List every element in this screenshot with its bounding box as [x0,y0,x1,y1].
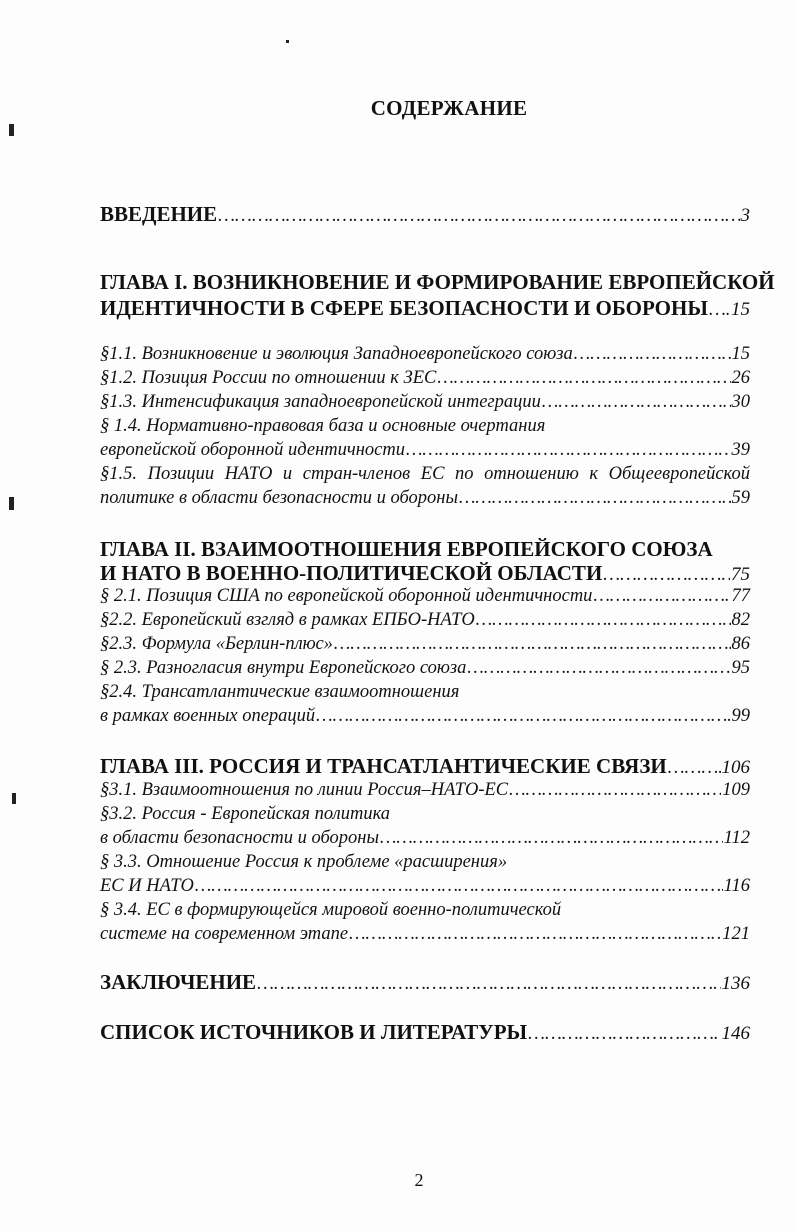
toc-entry-sources[interactable] [100,1020,750,1045]
dot-leader [257,973,720,995]
chapter-1-title-line2[interactable] [100,296,750,321]
toc-section-1-2[interactable] [100,368,750,389]
toc-section-2-2[interactable] [100,610,750,631]
scan-mark [9,497,14,510]
dot-leader [406,440,731,461]
toc-entry-label: И НАТО В ВОЕННО-ПОЛИТИЧЕСКОЙ ОБЛАСТИ [100,561,603,585]
toc-entry-page: 136 [721,973,750,994]
toc-section-label: §1.3. Интенсификация западноевропейской интеграции [100,392,541,412]
toc-section-label: ЕС И НАТО [100,876,194,896]
dot-leader [709,299,730,321]
toc-section-label: §2.3. Формула «Берлин-плюс» [100,634,333,654]
toc-section-page: 39 [731,440,750,460]
dot-leader [528,1023,720,1045]
toc-entry-page: 75 [731,564,750,585]
toc-section-2-3b[interactable] [100,658,750,679]
toc-section-3-1[interactable] [100,780,750,801]
dot-leader [574,344,731,365]
chapter-1-title-line1[interactable]: ГЛАВА I. ВОЗНИКНОВЕНИЕ И ФОРМИРОВАНИЕ ЕВРОПЕЙСКОЙ [100,270,775,294]
toc-entry-label: ВВЕДЕНИЕ [100,202,218,226]
toc-section-label: §3.1. Взаимоотношения по линии Россия–НАТО-ЕС [100,780,509,800]
dot-leader [316,706,730,727]
toc-title: СОДЕРЖАНИЕ [370,96,528,120]
dot-leader [542,392,731,413]
toc-section-1-3[interactable] [100,392,750,413]
toc-section-3-2-line1[interactable]: §3.2. Россия - Европейская политика [100,804,391,824]
dot-leader [593,586,730,607]
toc-entry-label: ЗАКЛЮЧЕНИЕ [100,970,257,994]
toc-section-page: 121 [722,924,750,944]
scan-mark [12,793,16,804]
dot-leader [380,828,723,849]
scan-mark [286,40,289,43]
toc-section-3-4-line2[interactable] [100,924,750,945]
toc-section-3-2-line2[interactable] [100,828,750,849]
toc-section-page: 109 [722,780,750,800]
toc-section-page: 59 [731,488,750,508]
toc-section-1-4-line2[interactable] [100,440,750,461]
toc-section-page: 86 [731,634,750,654]
dot-leader [349,924,721,945]
toc-entry-label: СПИСОК ИСТОЧНИКОВ И ЛИТЕРАТУРЫ [100,1020,528,1044]
dot-leader [509,780,721,801]
toc-section-2-1[interactable] [100,586,750,607]
toc-section-page: 15 [731,344,750,364]
toc-section-2-3[interactable] [100,634,750,655]
toc-entry-page: 146 [721,1023,750,1044]
dot-leader [603,564,730,586]
toc-entry-label: ГЛАВА III. РОССИЯ И ТРАНСАТЛАНТИЧЕСКИЕ СВЯЗИ [100,754,667,778]
toc-section-page: 99 [731,706,750,726]
toc-entry-label: ИДЕНТИЧНОСТИ В СФЕРЕ БЕЗОПАСНОСТИ И ОБОРОНЫ [100,296,708,320]
chapter-2-title-line1[interactable]: ГЛАВА II. ВЗАИМООТНОШЕНИЯ ЕВРОПЕЙСКОГО СОЮЗА [100,537,713,561]
toc-section-page: 30 [731,392,750,412]
toc-section-label: §1.1. Возникновение и эволюция Западноевропейского союза [100,344,573,364]
toc-section-page: 95 [731,658,750,678]
chapter-3-title[interactable] [100,754,750,779]
toc-section-label: §1.2. Позиция России по отношении к ЗЕС [100,368,437,388]
page-number: 2 [414,1170,424,1190]
toc-section-3-3-line1[interactable]: § 3.3. Отношение Россия к проблеме «расширения» [100,852,508,872]
toc-section-3-3-line2[interactable] [100,876,750,897]
toc-section-2-4-line1[interactable]: §2.4. Трансатлантические взаимоотношения [100,682,460,702]
toc-section-label: в рамках военных операций [100,706,316,726]
dot-leader [467,658,730,679]
toc-section-1-1[interactable] [100,344,750,365]
toc-section-label: § 2.1. Позиция США по европейской оборонной идентичности [100,586,593,606]
toc-section-page: 116 [723,876,750,896]
dot-leader [218,205,739,227]
toc-section-label: европейской оборонной идентичности [100,440,405,460]
toc-entry-page: 3 [740,205,750,226]
dot-leader [437,368,730,389]
toc-section-page: 112 [723,828,750,848]
toc-section-label: § 2.3. Разногласия внутри Европейского союза [100,658,467,678]
toc-entry-page: 15 [731,299,750,320]
chapter-2-title-line2[interactable] [100,561,750,586]
toc-section-1-5-line2[interactable] [100,488,750,509]
scan-mark [9,124,14,136]
toc-section-3-4-line1[interactable]: § 3.4. ЕС в формирующейся мировой военно-политической [100,900,562,920]
toc-entry-page: 106 [721,757,750,778]
toc-section-1-4-line1[interactable]: § 1.4. Нормативно-правовая база и основные очертания [100,416,546,436]
toc-entry-intro[interactable] [100,202,750,227]
toc-section-label: в области безопасности и обороны [100,828,379,848]
toc-section-page: 82 [731,610,750,630]
toc-section-page: 77 [731,586,750,606]
toc-section-page: 26 [731,368,750,388]
dot-leader [459,488,731,509]
toc-section-label: системе на современном этапе [100,924,349,944]
dot-leader [195,876,723,897]
dot-leader [476,610,731,631]
toc-section-label: политике в области безопасности и обороны [100,488,458,508]
toc-section-label: §2.2. Европейский взгляд в рамках ЕПБО-НАТО [100,610,475,630]
toc-section-2-4-line2[interactable] [100,706,750,727]
toc-section-1-5-line1[interactable]: §1.5. Позиции НАТО и стран-членов ЕС по отношению к Общеевропейской [100,464,750,484]
dot-leader [668,757,721,779]
toc-entry-conclusion[interactable] [100,970,750,995]
dot-leader [334,634,731,655]
